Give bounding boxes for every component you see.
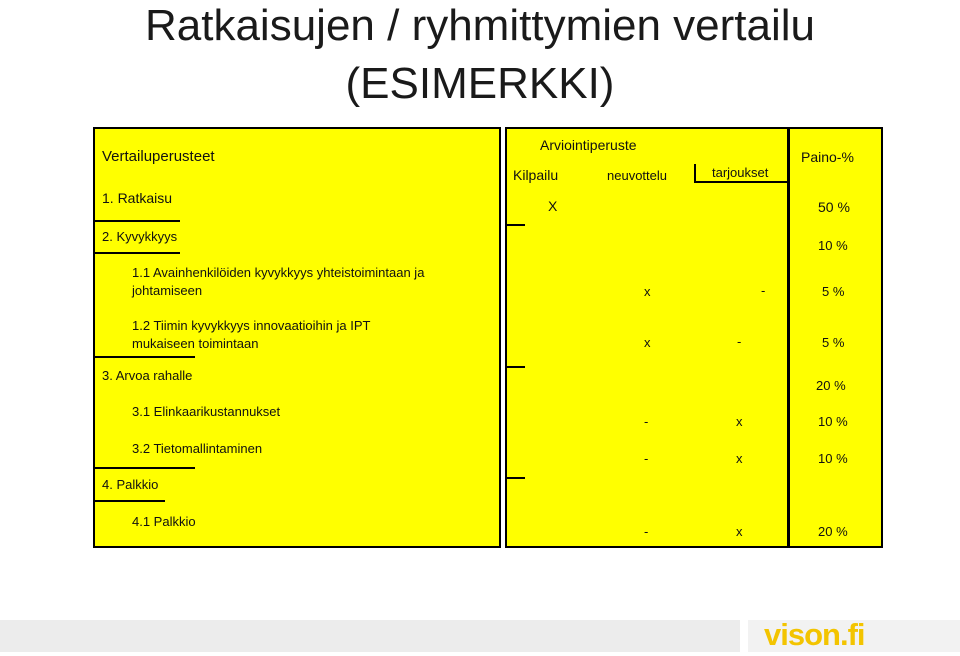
tarjoukset-cell: x	[736, 414, 743, 429]
criteria-header: Vertailuperusteet	[102, 148, 215, 165]
row-underline-1	[95, 220, 180, 222]
weight-cell: 10 %	[818, 238, 848, 253]
mid-tick-2	[507, 366, 525, 368]
row-underline-5	[95, 500, 165, 502]
row-label: 3.2 Tietomallintaminen	[132, 441, 263, 456]
row-label-line1: 1.2 Tiimin kyvykkyys innovaatioihin ja IPT	[132, 318, 371, 333]
row-underline-3	[95, 356, 195, 358]
row-label: 3. Arvoa rahalle	[102, 368, 193, 383]
header-divider	[694, 164, 696, 182]
row-label-line2: johtamiseen	[132, 283, 203, 298]
mid-tick-1	[507, 224, 525, 226]
row-label: 2. Kyvykkyys	[102, 229, 178, 244]
neuvottelu-header: neuvottelu	[607, 168, 667, 183]
basis-header: Arviointiperuste	[540, 137, 637, 153]
row-label: 3.1 Elinkaarikustannukset	[132, 404, 281, 419]
weight-cell: 20 %	[818, 524, 848, 539]
weight-cell: 5 %	[822, 335, 845, 350]
kilpailu-header: Kilpailu	[513, 167, 559, 183]
mid-tick-3	[507, 477, 525, 479]
tarjoukset-cell: -	[761, 283, 766, 298]
tarjoukset-header: tarjoukset	[712, 165, 769, 180]
row-underline-2	[95, 252, 180, 254]
neuvottelu-cell: -	[644, 451, 649, 466]
row-underline-4	[95, 467, 195, 469]
neuvottelu-cell: -	[644, 524, 649, 539]
tarjoukset-cell: -	[737, 334, 742, 349]
weight-cell: 10 %	[818, 414, 848, 429]
row-label: 4. Palkkio	[102, 477, 159, 492]
footer-bar	[0, 620, 740, 652]
vison-logo: vison.fi	[764, 617, 865, 652]
row-label-line1: 1.1 Avainhenkilöiden kyvykkyys yhteistoimintaan ja	[132, 265, 425, 280]
weight-cell: 5 %	[822, 284, 845, 299]
tarjoukset-cell: x	[736, 524, 743, 539]
weight-cell: 10 %	[818, 451, 848, 466]
neuvottelu-cell: x	[644, 335, 651, 350]
kilpailu-cell: X	[548, 198, 558, 214]
row-label: 1. Ratkaisu	[102, 190, 173, 206]
weight-cell: 20 %	[816, 378, 846, 393]
tarjoukset-cell: x	[736, 451, 743, 466]
weight-header: Paino-%	[801, 149, 854, 165]
neuvottelu-cell: x	[644, 284, 651, 299]
weight-cell: 50 %	[818, 199, 850, 215]
slide-subtitle: (ESIMERKKI)	[345, 59, 615, 108]
slide-title: Ratkaisujen / ryhmittymien vertailu	[144, 1, 815, 50]
neuvottelu-cell: -	[644, 414, 649, 429]
row-label: 4.1 Palkkio	[132, 514, 196, 529]
row-label-line2: mukaiseen toimintaan	[132, 336, 259, 351]
